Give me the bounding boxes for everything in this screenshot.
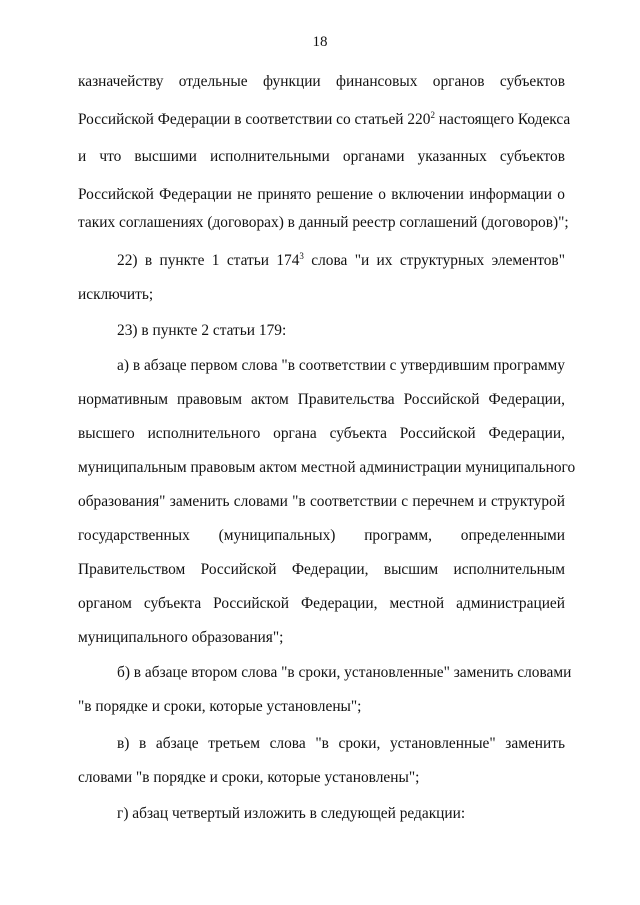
text-line: муниципального образования"; [78,629,284,646]
text-line: словами "в порядке и сроки, которые установлены"; [78,769,420,786]
text-line: Правительством Российской Федерации, высшим исполнительным [78,561,565,578]
text-line: и что высшими исполнительными органами указанных субъектов [78,148,565,165]
text-line: исключить; [78,286,154,303]
text-line: высшего исполнительного органа субъекта Российской Федерации, [78,425,565,442]
text-line: таких соглашениях (договорах) в данный реестр соглашений (договоров)"; [78,214,569,231]
text-line: а) в абзаце первом слова "в соответствии с утвердившим программу [117,357,565,374]
text-line: казначейству отдельные функции финансовых органов субъектов [78,73,565,90]
text-line: 22) в пункте 1 статьи $174^3$ слова "и их структурных элементов" [117,251,565,269]
text-line: муниципальным правовым актом местной администрации муниципального [78,459,576,476]
text-line: 23) в пункте 2 статьи 179: [117,322,287,339]
text-line: в) в абзаце третьем слова "в сроки, установленные" заменить [117,735,565,752]
superscript: 2 [430,110,435,120]
text-line: нормативным правовым актом Правительства Российской Федерации, [78,391,565,408]
text-line: б) в абзаце втором слова "в сроки, установленные" заменить словами [117,664,572,681]
text-line: Российской Федерации не принято решение о включении информации о [78,186,565,203]
text-line: образования" заменить словами "в соответствии с перечнем и структурой [78,493,565,510]
text-line: государственных (муниципальных) программ, определенными [78,527,565,544]
text-line: Российской Федерации в соответствии со статьей $220^2$ настоящего Кодекса [78,110,571,128]
page-number: 18 [312,34,328,50]
text-line: г) абзац четвертый изложить в следующей редакции: [117,805,466,822]
text-line: "в порядке и сроки, которые установлены"; [78,698,362,715]
superscript: 3 [299,251,304,261]
text-line: органом субъекта Российской Федерации, местной администрацией [78,595,565,612]
